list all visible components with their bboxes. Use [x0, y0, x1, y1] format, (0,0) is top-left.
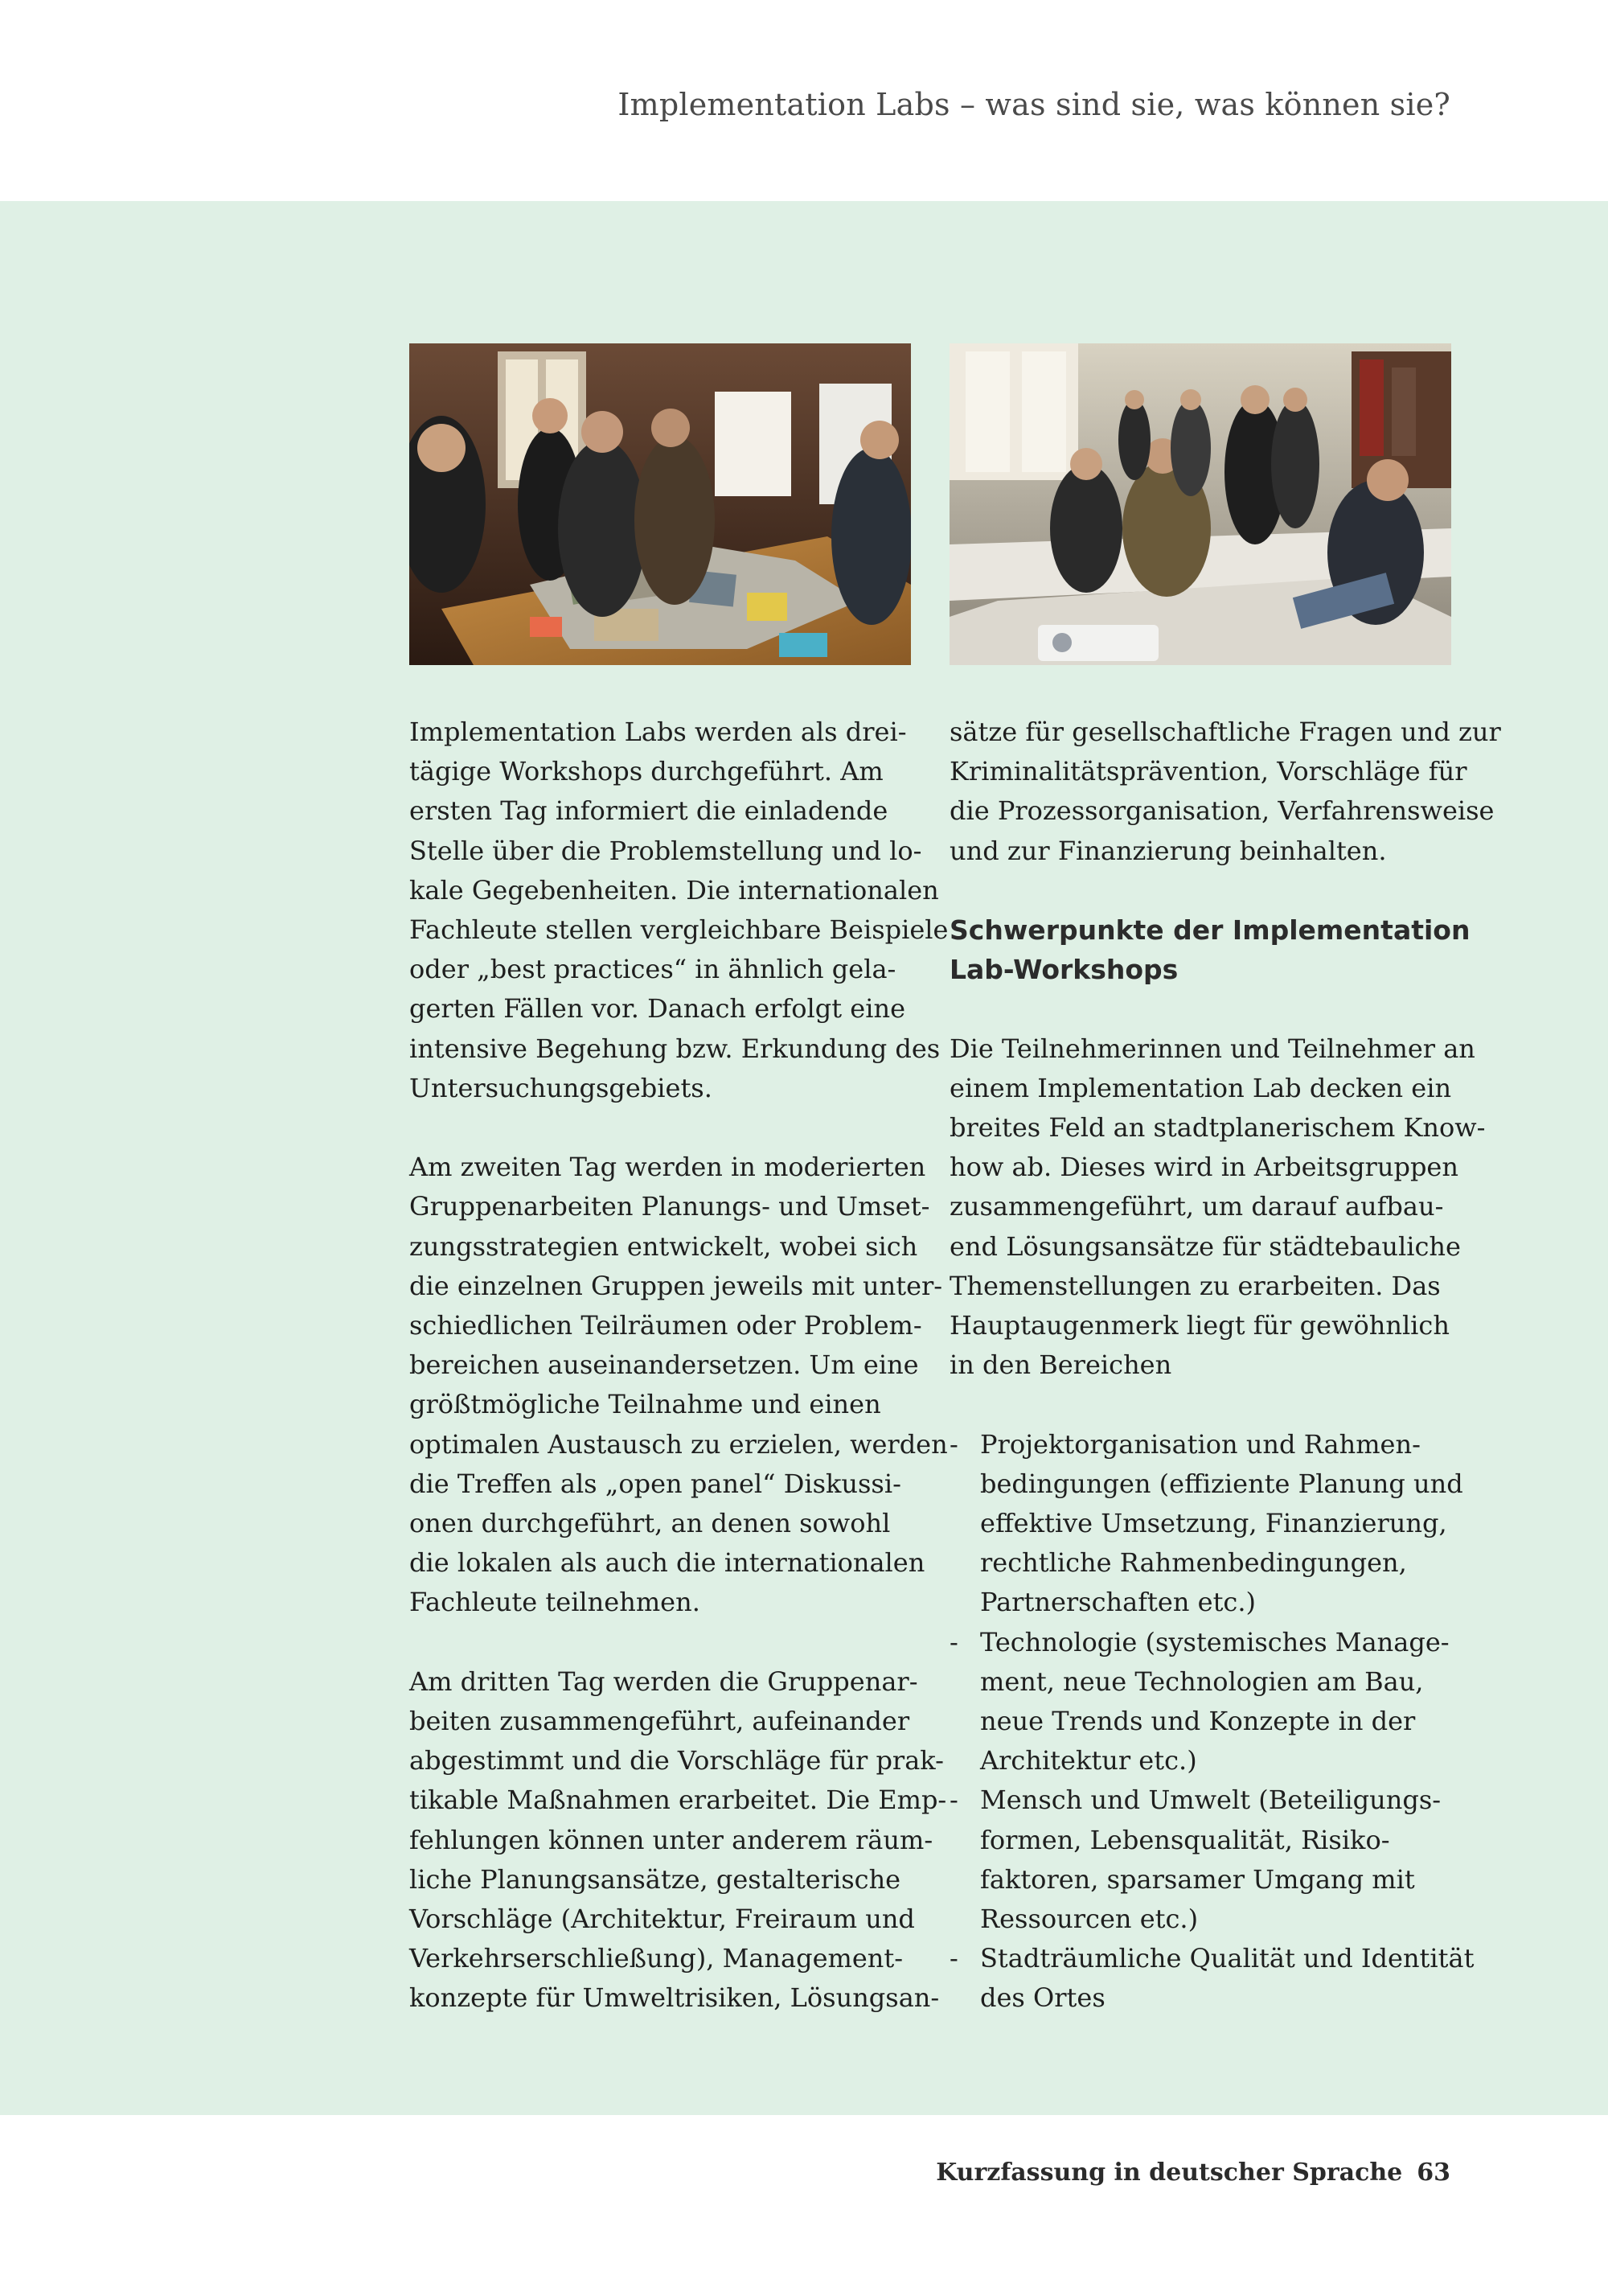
photo-workshop-table	[409, 343, 911, 665]
text-line: Die Teilnehmerinnen und Teilnehmer an	[950, 1033, 1475, 1064]
list-item	[950, 1939, 1475, 2018]
text-line: Fachleute stellen vergleichbare Beispiele	[409, 914, 949, 946]
list-dash: -	[950, 1626, 958, 1657]
list-item	[950, 1425, 1464, 1623]
list-item	[950, 1781, 1464, 1939]
text-line: end Lösungsansätze für städtebauliche	[950, 1230, 1461, 1262]
paragraph-day-three	[409, 1662, 947, 2019]
text-line: neue Trends und Konzepte in der	[980, 1706, 1416, 1737]
page-number: 63	[1417, 2158, 1450, 2187]
text-line: Mensch und Umwelt (Beteiligungs-	[980, 1785, 1442, 1816]
paragraph-day-one	[409, 713, 949, 1108]
text-line: zusammengeführt, um darauf aufbau-	[950, 1191, 1444, 1222]
text-line: zungsstrategien entwickelt, wobei sich	[409, 1230, 918, 1262]
text-line: beiten zusammengeführt, aufeinander	[409, 1706, 910, 1737]
text-line: Architektur etc.)	[980, 1745, 1197, 1776]
heading-line: Schwerpunkte der Implementation	[950, 914, 1471, 946]
running-head: Implementation Labs – was sind sie, was können sie?	[617, 87, 1450, 122]
text-line: die lokalen als auch die internationalen	[409, 1547, 925, 1579]
text-line: faktoren, sparsamer Umgang mit	[980, 1863, 1415, 1895]
text-line: optimalen Austausch zu erzielen, werden	[409, 1428, 948, 1460]
text-line: Implementation Labs werden als drei-	[409, 717, 907, 747]
text-line: Am dritten Tag werden die Gruppenar-	[409, 1666, 918, 1697]
list-dash: -	[950, 1785, 958, 1816]
text-line: intensive Begehung bzw. Erkundung des	[409, 1033, 941, 1064]
list-dash: -	[950, 1943, 958, 1974]
paragraph-continuation	[950, 713, 1501, 871]
text-line: abgestimmt und die Vorschläge für prak-	[409, 1745, 944, 1776]
text-line: Themenstellungen zu erarbeiten. Das	[950, 1270, 1441, 1301]
text-line: Verkehrserschließung), Management-	[409, 1943, 904, 1974]
text-line: Ressourcen etc.)	[980, 1904, 1199, 1935]
focus-list	[950, 1425, 1475, 2019]
text-line: kale Gegebenheiten. Die internationalen	[409, 874, 939, 906]
text-line: breites Feld an stadtplanerischem Know-	[950, 1112, 1486, 1143]
text-line: die einzelnen Gruppen jeweils mit unter-	[409, 1270, 943, 1301]
text-line: Projektorganisation und Rahmen-	[980, 1428, 1421, 1460]
text-line: ment, neue Technologien am Bau,	[980, 1666, 1424, 1697]
text-line: bedingungen (effiziente Planung und	[980, 1468, 1463, 1499]
text-line: liche Planungsansätze, gestalterische	[409, 1863, 901, 1895]
text-line: tägige Workshops durchgeführt. Am	[409, 756, 884, 787]
text-line: Gruppenarbeiten Planungs- und Umset-	[409, 1191, 930, 1222]
text-line: in den Bereichen	[950, 1349, 1172, 1381]
page-footer	[936, 2158, 1450, 2187]
text-line: die Prozessorganisation, Verfahrensweise	[950, 795, 1495, 827]
text-line: Stadträumliche Qualität und Identität	[980, 1943, 1475, 1974]
text-line: effektive Umsetzung, Finanzierung,	[980, 1508, 1447, 1539]
text-line: onen durchgeführt, an denen sowohl	[409, 1508, 891, 1539]
text-line: ersten Tag informiert die einladende	[409, 795, 888, 827]
footer-section-title: Kurzfassung in deutscher Sprache	[936, 2158, 1403, 2187]
left-text-column	[409, 713, 949, 2019]
text-line: Untersuchungsgebiets.	[409, 1072, 712, 1103]
text-line: Hauptaugenmerk liegt für gewöhnlich	[950, 1310, 1450, 1341]
text-line: Fachleute teilnehmen.	[409, 1587, 700, 1618]
list-dash: -	[950, 1428, 958, 1460]
text-line: formen, Lebensqualität, Risiko-	[980, 1824, 1390, 1855]
text-line: Technologie (systemisches Manage-	[980, 1626, 1450, 1657]
text-line: des Ortes	[980, 1982, 1106, 2014]
photo-seminar-room	[950, 343, 1451, 665]
text-line: fehlungen können unter anderem räum-	[409, 1824, 933, 1855]
text-line: gerten Fällen vor. Danach erfolgt eine	[409, 993, 905, 1025]
text-line: die Treffen als „open panel“ Diskussi-	[409, 1468, 901, 1499]
paragraph-focus-areas	[950, 1029, 1486, 1386]
text-line: Kriminalitätsprävention, Vorschläge für	[950, 756, 1467, 787]
text-line: how ab. Dieses wird in Arbeitsgruppen	[950, 1152, 1458, 1183]
heading-line: Lab-Workshops	[950, 954, 1179, 986]
text-line: Vorschläge (Architektur, Freiraum und	[409, 1904, 915, 1935]
text-line: oder „best practices“ in ähnlich gela-	[409, 954, 896, 985]
list-item	[950, 1623, 1464, 1781]
text-line: Am zweiten Tag werden in moderierten	[409, 1152, 926, 1183]
text-line: bereichen auseinandersetzen. Um eine	[409, 1349, 919, 1381]
text-line: Partnerschaften etc.)	[980, 1587, 1256, 1618]
text-line: rechtliche Rahmenbedingungen,	[980, 1547, 1407, 1579]
text-line: Stelle über die Problemstellung und lo-	[409, 835, 922, 866]
section-heading	[950, 910, 1471, 989]
text-line: sätze für gesellschaftliche Fragen und zur	[950, 717, 1501, 747]
text-line: schiedlichen Teilräumen oder Problem-	[409, 1310, 922, 1341]
text-line: und zur Finanzierung beinhalten.	[950, 835, 1387, 866]
text-line: konzepte für Umweltrisiken, Lösungsan-	[409, 1982, 940, 2014]
paragraph-day-two	[409, 1148, 948, 1622]
text-line: größtmögliche Teilnahme und einen	[409, 1389, 881, 1420]
text-line: tikable Maßnahmen erarbeitet. Die Emp-	[409, 1785, 947, 1816]
text-line: einem Implementation Lab decken ein	[950, 1072, 1452, 1103]
right-text-column	[950, 713, 1501, 2019]
